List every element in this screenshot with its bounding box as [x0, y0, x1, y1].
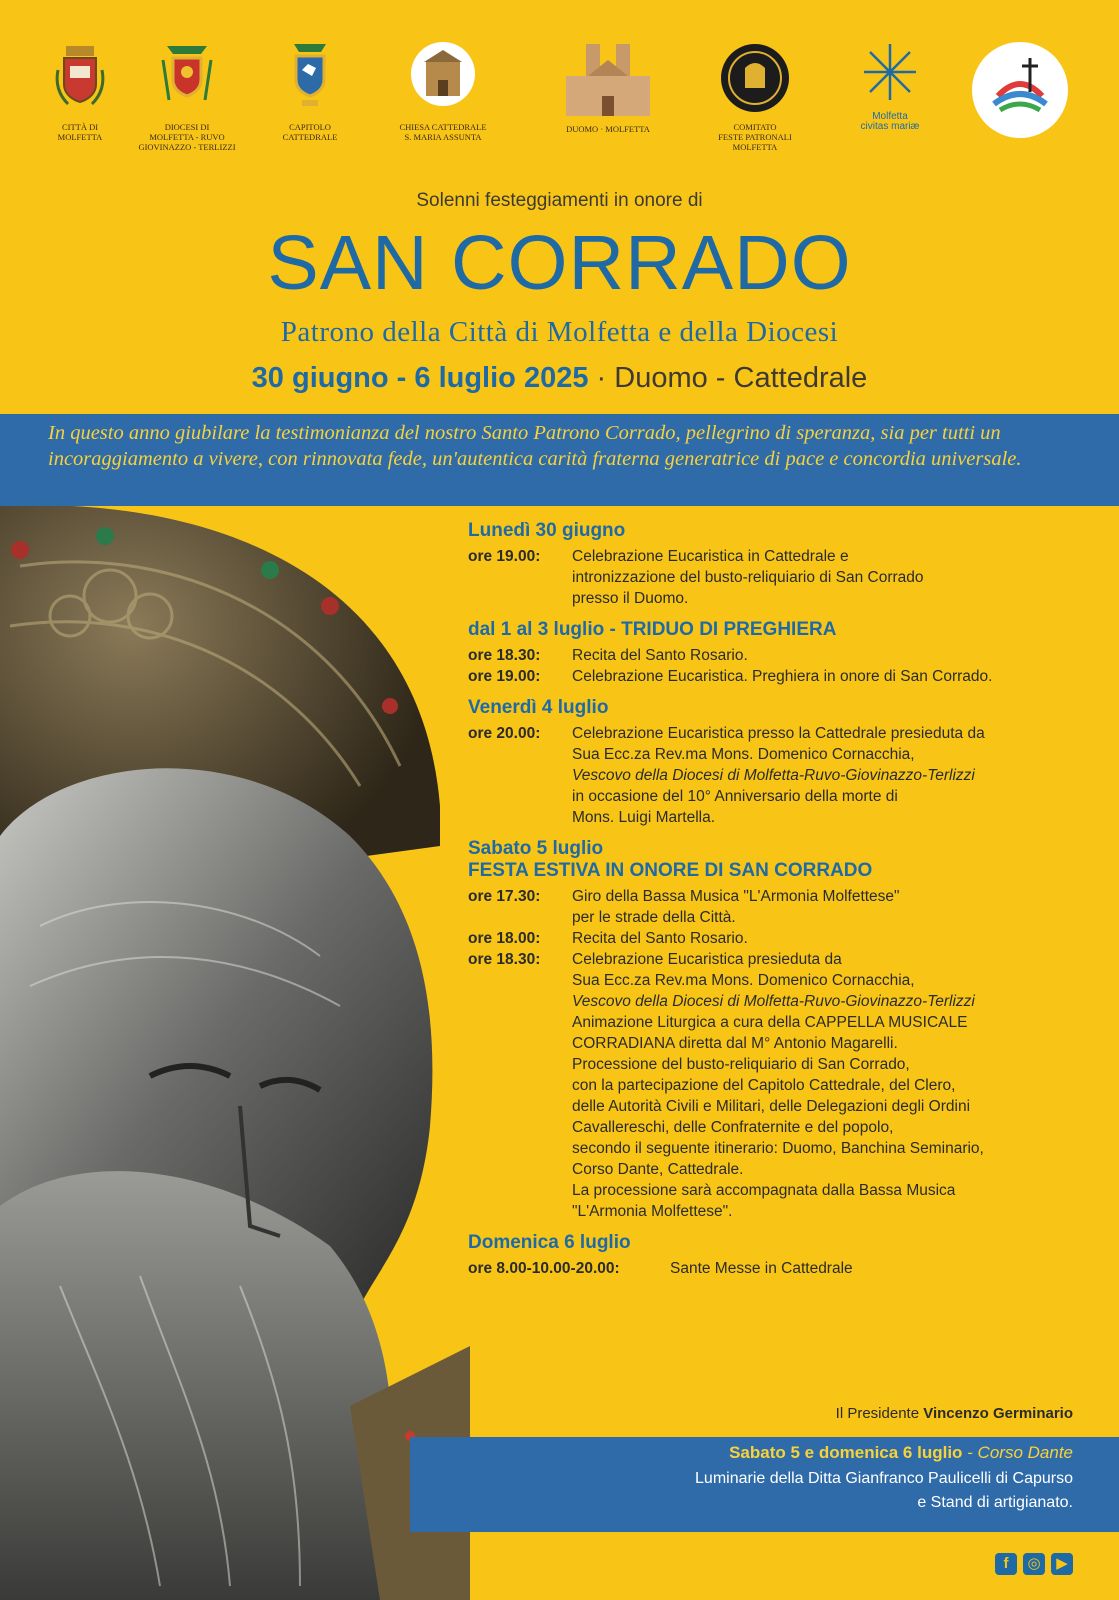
event-desc: Recita del Santo Rosario. — [572, 930, 748, 947]
signature-name: Vincenzo Germinario — [923, 1405, 1073, 1422]
instagram-icon[interactable]: ◎ — [1023, 1553, 1045, 1575]
intro-line: Solenni festeggiamenti in onore di — [416, 190, 703, 211]
event-time: ore 18.30: — [468, 951, 541, 968]
schedule-row — [468, 723, 1098, 828]
dates-line — [0, 362, 1119, 395]
schedule-row — [468, 886, 1098, 928]
capitolo-arms-icon — [280, 40, 340, 120]
diocese-arms-icon — [157, 40, 217, 120]
day-heading: Lunedì 30 giugno — [468, 520, 626, 541]
event-time: ore 19.00: — [468, 668, 541, 685]
logo-caption: Molfetta civitas mariæ — [860, 111, 920, 132]
diocesi-logo — [122, 40, 252, 152]
event-desc-part: Celebrazione Eucaristica presieduta da Sua Ecc.za Rev.ma Mons. Domenico Cornacchia, — [572, 951, 915, 989]
logo-caption: CHIESA CATTEDRALE S. MARIA ASSUNTA — [399, 122, 487, 142]
giubileo-logo — [960, 40, 1080, 140]
logo-caption: DIOCESI DI MOLFETTA - RUVO GIOVINAZZO - TERLIZZI — [138, 122, 236, 152]
schedule-row — [468, 928, 1098, 949]
chiesa-logo — [378, 40, 508, 142]
day-heading: Domenica 6 luglio — [468, 1232, 631, 1253]
star-burst-icon — [860, 40, 920, 110]
logo-caption: COMITATO FESTE PATRONALI MOLFETTA — [718, 122, 792, 152]
signature — [836, 1405, 1073, 1422]
quote-band — [0, 414, 1119, 506]
quote-text: In questo anno giubilare la testimonianza del nostro Santo Patrono Corrado, pellegrino di speranza, sia per tutti un incoraggiamento a vivere, con rinnovata fede, un'autentica carità fraterna generatrice di pace e concordia universale. — [48, 422, 1022, 470]
schedule-row — [468, 949, 1098, 1222]
logo-caption: DUOMO · MOLFETTA — [566, 124, 650, 134]
schedule-row — [468, 1258, 1098, 1279]
date-range: 30 giugno - 6 luglio 2025 — [251, 362, 589, 394]
youtube-icon[interactable]: ▶ — [1051, 1553, 1073, 1575]
feast-heading: FESTA ESTIVA IN ONORE DI SAN CORRADO — [468, 860, 873, 881]
event-time: ore 18.00: — [468, 930, 541, 947]
comitato-logo — [690, 40, 820, 152]
schedule-row — [468, 645, 1098, 666]
event-desc — [572, 723, 1098, 828]
footer-dates — [729, 1443, 1073, 1463]
venue: · Duomo - Cattedrale — [596, 362, 868, 394]
saint-bust-illustration — [0, 506, 470, 1600]
event-time: ore 8.00-10.00-20.00: — [468, 1260, 620, 1277]
schedule-row — [468, 666, 1098, 687]
logo-strip — [0, 40, 1119, 160]
event-desc-part: Celebrazione Eucaristica presso la Cattedrale presieduta da Sua Ecc.za Rev.ma Mons. Domenico Cornacchia, — [572, 725, 985, 763]
page-title: SAN CORRADO — [267, 220, 852, 306]
event-desc: Celebrazione Eucaristica. Preghiera in onore di San Corrado. — [572, 668, 993, 685]
signature-label: Il Presidente — [835, 1405, 920, 1422]
event-desc: Sante Messe in Cattedrale — [670, 1260, 853, 1277]
event-time: ore 17.30: — [468, 888, 541, 905]
event-desc-part: Animazione Liturgica a cura della CAPPELLA MUSICALE CORRADIANA diretta dal M° Antonio Magarelli. Processione del busto-reliquiario di San Corrado, con la partecipazione del Capitolo Cattedrale, del Clero, delle Autorità Civili e Militari, delle Delegazioni degli Ordini Cavallereschi, delle Confraternite e del popolo, secondo il seguente itinerario: Duomo, Banchina Seminario, Corso Dante, Cattedrale. La processione sarà accompagnata dalla Bassa Musica "L'Armonia Molfettese". — [572, 1014, 984, 1220]
logo-caption: CAPITOLO CATTEDRALE — [282, 122, 338, 142]
footer-line: e Stand di artigianato. — [917, 1494, 1073, 1511]
event-desc: Celebrazione Eucaristica in Cattedrale e intronizzazione del busto-reliquiario di San Corrado presso il Duomo. — [572, 548, 924, 607]
day-heading: dal 1 al 3 luglio - TRIDUO DI PREGHIERA — [468, 619, 837, 640]
footer-line: Luminarie della Ditta Gianfranco Paulicelli di Capurso — [695, 1470, 1073, 1487]
social-links — [995, 1553, 1073, 1575]
event-time: ore 18.30: — [468, 647, 541, 664]
event-desc: Giro della Bassa Musica "L'Armonia Molfettese" per le strade della Città. — [572, 888, 900, 926]
comitato-seal-icon — [715, 40, 795, 120]
molfetta-civitas-logo — [825, 40, 955, 132]
duomo-logo — [543, 40, 673, 134]
event-time: ore 19.00: — [468, 548, 541, 565]
event-desc — [572, 949, 1098, 1222]
facebook-icon[interactable]: f — [995, 1553, 1017, 1575]
jubilee-logo-icon — [970, 40, 1070, 140]
event-time: ore 20.00: — [468, 725, 541, 742]
day-heading: Venerdì 4 luglio — [468, 697, 609, 718]
capitolo-logo — [245, 40, 375, 142]
subtitle: Patrono della Città di Molfetta e della Diocesi — [280, 316, 839, 348]
bishop-title: Vescovo della Diocesi di Molfetta-Ruvo-Giovinazzo-Terlizzi — [572, 993, 975, 1010]
footer-band — [410, 1437, 1119, 1532]
church-photo-icon — [408, 40, 478, 120]
schedule — [468, 520, 1098, 1279]
footer-date-text: Sabato 5 e domenica 6 luglio — [729, 1443, 963, 1462]
duomo-drawing-icon — [558, 40, 658, 122]
event-desc-part: in occasione del 10° Anniversario della morte di Mons. Luigi Martella. — [572, 788, 898, 826]
bishop-title: Vescovo della Diocesi di Molfetta-Ruvo-Giovinazzo-Terlizzi — [572, 767, 975, 784]
event-desc: Recita del Santo Rosario. — [572, 647, 748, 664]
footer-location: - Corso Dante — [967, 1443, 1073, 1462]
coat-of-arms-icon — [50, 40, 110, 120]
schedule-row — [468, 546, 1098, 609]
logo-caption: CITTÀ DI MOLFETTA — [57, 122, 103, 142]
day-heading: Sabato 5 luglio — [468, 838, 604, 859]
